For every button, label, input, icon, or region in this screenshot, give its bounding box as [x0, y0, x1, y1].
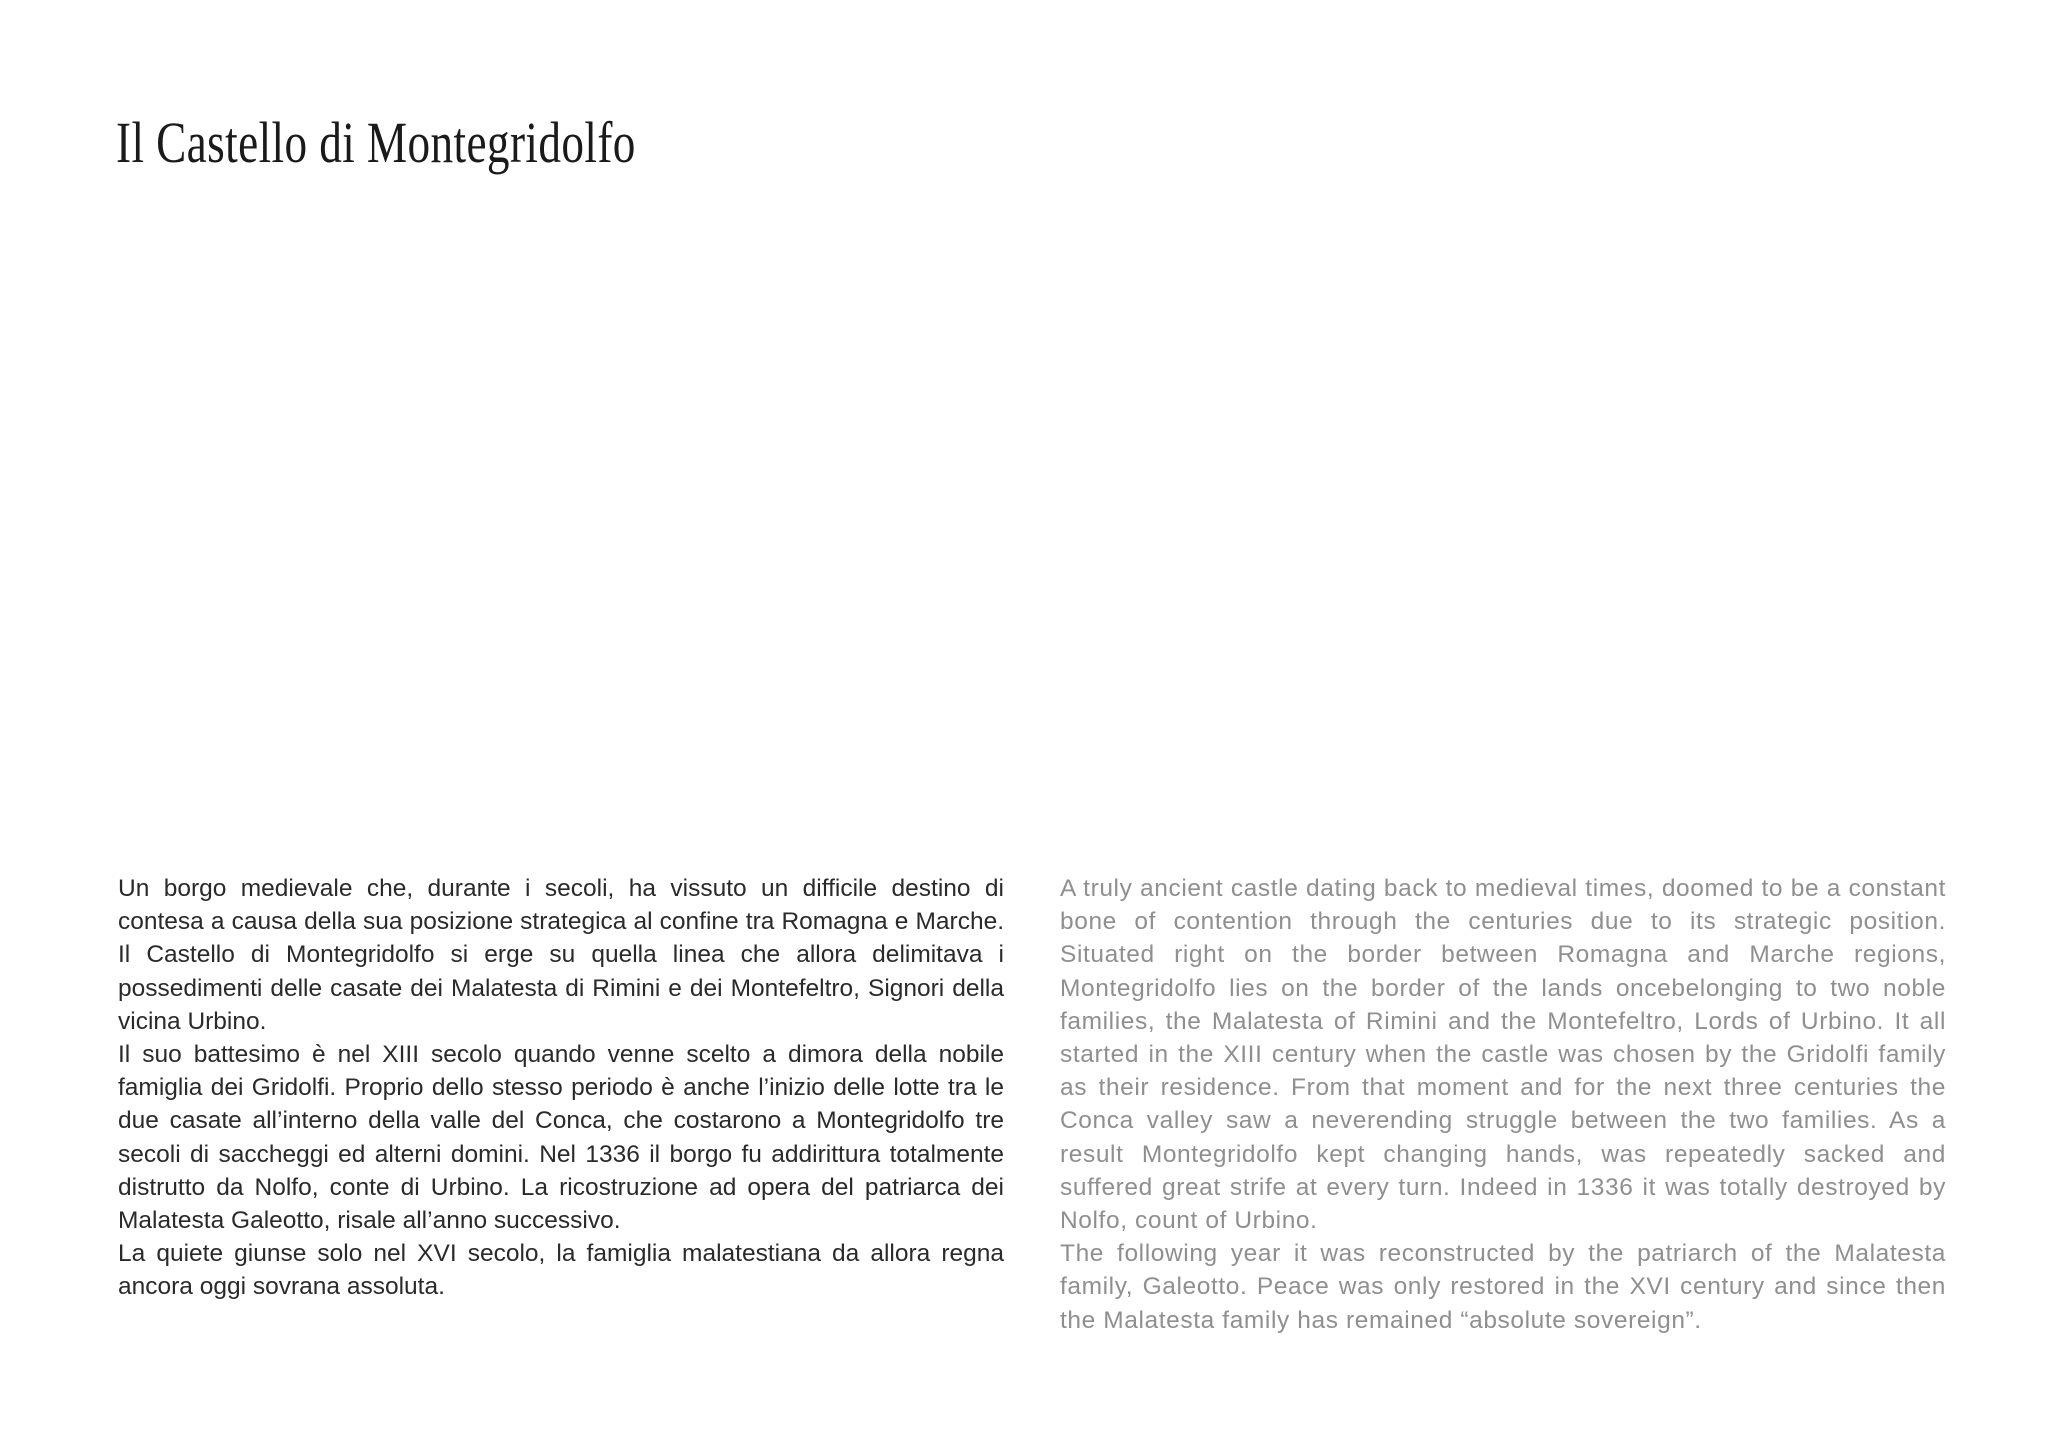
italian-paragraph: Un borgo medievale che, durante i secoli, ha vissuto un difficile destino di contesa a causa della sua posizione strategica al confine tra Romagna e Marche. Il Castello di Montegridolfo si erge su quella linea che allora delimitava i possedimenti delle casate dei Malatesta di Rimini e dei Montefeltro, Signori della vicina Urbino. [118, 875, 1004, 1035]
page-title: Il Castello di Montegridolfo [116, 110, 636, 175]
english-text-column [1060, 872, 1946, 1337]
italian-paragraph: Il suo battesimo è nel XIII secolo quando venne scelto a dimora della nobile famiglia dei Gridolfi. Proprio dello stesso periodo è anche l’inizio delle lotte tra le due casate all’interno della valle del Conca, che costarono a Montegridolfo tre secoli di saccheggi ed alterni domini. Nel 1336 il borgo fu addirittura totalmente distrutto da Nolfo, conte di Urbino. La ricostruzione ad opera del patriarca dei Malatesta Galeotto, risale all’anno successivo. [118, 1041, 1004, 1235]
english-paragraph: The following year it was reconstructed by the patriarch of the Malatesta family, Galeotto. Peace was only restored in the XVI century and since then the Malatesta family has remained “absolute sovereign”. [1060, 1240, 1946, 1334]
italian-text-column [118, 872, 1004, 1304]
english-paragraph: A truly ancient castle dating back to medieval times, doomed to be a constant bone of contention through the centuries due to its strategic position. Situated right on the border between Romagna and Marche regions, Montegridolfo lies on the border of the lands oncebelonging to two noble families, the Malatesta of Rimini and the Montefeltro, Lords of Urbino. It all started in the XIII century when the castle was chosen by the Gridolfi family as their residence. From that moment and for the next three centuries the Conca valley saw a neverending struggle between the two families. As a result Montegridolfo kept changing hands, was repeatedly sacked and suffered great strife at every turn. Indeed in 1336 it was totally destroyed by Nolfo, count of Urbino. [1060, 875, 1946, 1235]
italian-paragraph: La quiete giunse solo nel XVI secolo, la famiglia malatestiana da allora regna ancora oggi sovrana assoluta. [118, 1240, 1004, 1301]
